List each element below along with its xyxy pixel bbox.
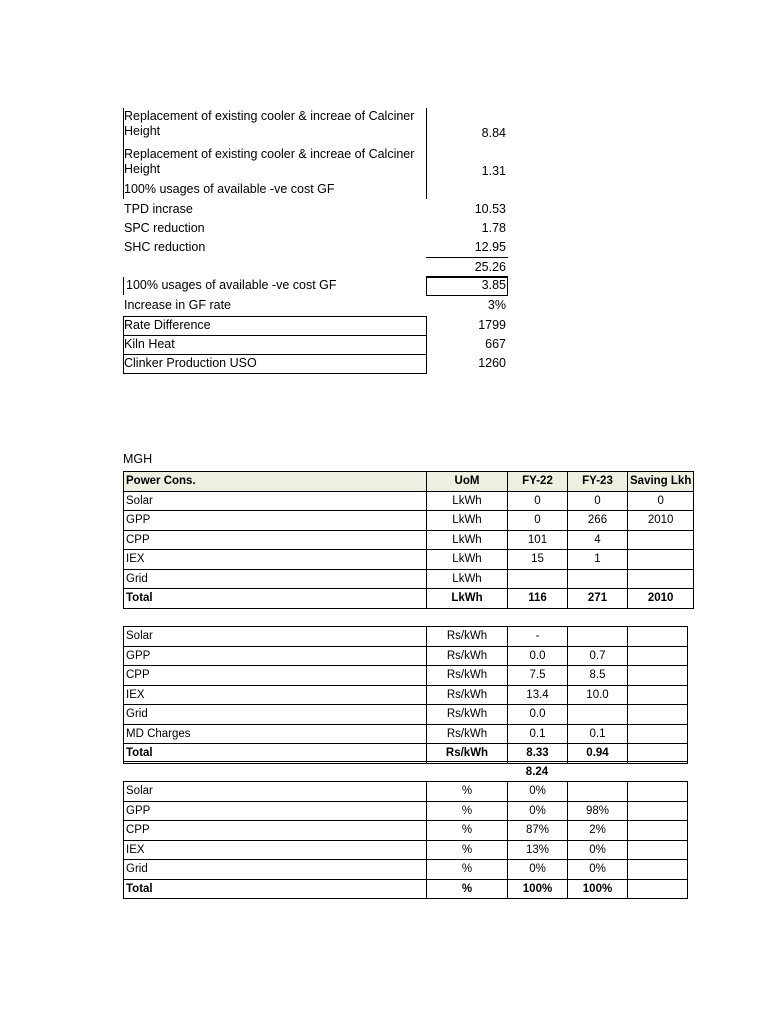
summary-value: 3% [487,298,506,312]
fy22-cell: 116 [508,589,568,609]
row-label: IEX [124,840,427,860]
fy22-cell: 87% [508,821,568,841]
summary-label: Increase in GF rate [124,298,231,312]
fy22-cell: 13% [508,840,568,860]
fy22-cell: 0% [508,860,568,880]
uom-cell: % [427,840,508,860]
uom-cell: Rs/kWh [427,685,508,705]
summary-value: 667 [485,337,506,351]
uom-cell: LkWh [427,511,508,531]
fy22-cell: 0.0 [508,705,568,725]
summary-label: SPC reduction [124,221,205,235]
table-header-row [124,472,694,492]
fy23-cell [568,627,628,647]
uom-cell: Rs/kWh [427,627,508,647]
fy22-cell: 0% [508,801,568,821]
row-label: GPP [124,801,427,821]
fy23-cell: 0 [568,491,628,511]
uom-cell: Rs/kWh [427,705,508,725]
summary-label: Rate Difference [124,318,211,332]
fy23-cell [568,782,628,802]
summary-value: 3.85 [481,278,506,292]
fy23-cell: 0% [568,860,628,880]
summary-value: 1.78 [481,221,506,235]
saving-cell [628,821,688,841]
uom-cell: LkWh [427,530,508,550]
table-row [124,589,694,609]
uom-cell: Rs/kWh [427,646,508,666]
fy23-cell: 0% [568,840,628,860]
fy23-cell: 2% [568,821,628,841]
left-border-line [123,277,124,295]
row-label: CPP [124,530,427,550]
fy23-cell: 10.0 [568,685,628,705]
uom-cell: Rs/kWh [427,744,508,764]
fy22-cell: 15 [508,550,568,570]
table-row [124,724,688,744]
saving-cell [628,840,688,860]
summary-value: 12.95 [474,240,506,254]
fy22-cell: 7.5 [508,666,568,686]
column-header: UoM [427,472,508,492]
table-row [124,627,688,647]
table-row [124,782,688,802]
rate-table-underline [123,761,688,762]
saving-cell [628,860,688,880]
table-row [124,569,694,589]
table-row [124,840,688,860]
table-row [124,530,694,550]
summary-value: 8.84 [481,126,506,140]
fy23-cell: 0.1 [568,724,628,744]
row-label: GPP [124,511,427,531]
summary-sum-value: 25.26 [474,260,506,274]
row-divider [123,354,426,355]
row-label: IEX [124,550,427,570]
fy23-cell: 100% [568,879,628,899]
row-label: MD Charges [124,724,427,744]
summary-label: Kiln Heat [124,337,175,351]
uom-cell: LkWh [427,491,508,511]
fy23-cell: 266 [568,511,628,531]
row-label: Total [124,589,427,609]
fy23-cell: 271 [568,589,628,609]
fy23-cell: 0.94 [568,744,628,764]
row-label: Grid [124,569,427,589]
saving-cell [628,801,688,821]
rate-subtotal: 8.24 [525,766,549,778]
saving-cell: 0 [628,491,694,511]
row-label: Total [124,744,427,764]
row-divider [123,335,426,336]
row-label: Total [124,879,427,899]
summary-label: 100% usages of available -ve cost GF [126,278,337,292]
fy22-cell: 0% [508,782,568,802]
uom-cell: % [427,860,508,880]
row-label: CPP [124,666,427,686]
row-label: Solar [124,491,427,511]
power-rate-table [123,626,688,764]
fy23-cell: 4 [568,530,628,550]
table-row [124,879,688,899]
saving-cell [628,666,688,686]
fy22-cell [508,569,568,589]
table-row [124,491,694,511]
saving-cell [628,550,694,570]
fy23-cell: 8.5 [568,666,628,686]
saving-cell [628,627,688,647]
summary-label: Clinker Production USO [124,356,257,370]
section-title: MGH [123,452,153,466]
saving-cell [628,705,688,725]
table-row [124,685,688,705]
column-header: Power Cons. [124,472,427,492]
uom-cell: Rs/kWh [427,724,508,744]
saving-cell [628,685,688,705]
table-row [124,821,688,841]
fy22-cell: 0.0 [508,646,568,666]
summary-value: 1799 [478,318,506,332]
row-label: CPP [124,821,427,841]
saving-cell [628,782,688,802]
saving-cell [628,724,688,744]
fy22-cell: 0 [508,491,568,511]
sum-line [426,257,508,258]
saving-cell: 2010 [628,511,694,531]
uom-cell: LkWh [427,550,508,570]
saving-cell [628,530,694,550]
fy22-cell: 101 [508,530,568,550]
table-row [124,801,688,821]
saving-cell [628,879,688,899]
table-row [124,666,688,686]
row-label: GPP [124,646,427,666]
table-row [124,550,694,570]
fy23-cell [568,569,628,589]
fy22-cell: 100% [508,879,568,899]
fy23-cell: 0.7 [568,646,628,666]
summary-label: TPD incrase [124,202,193,216]
summary-label: SHC reduction [124,240,206,254]
fy23-cell: 1 [568,550,628,570]
uom-cell: % [427,782,508,802]
summary-value: 1.31 [481,164,506,178]
column-header: Saving Lkh [628,472,694,492]
summary-label: 100% usages of available -ve cost GF [124,182,335,196]
uom-cell: % [427,801,508,821]
uom-cell: Rs/kWh [427,666,508,686]
row-label: IEX [124,685,427,705]
power-consumption-table [123,471,694,609]
table-row [124,705,688,725]
table-row [124,511,694,531]
fy22-cell: 13.4 [508,685,568,705]
row-label: Grid [124,705,427,725]
uom-cell: LkWh [427,569,508,589]
fy23-cell: 98% [568,801,628,821]
fy22-cell: 0 [508,511,568,531]
summary-label: Replacement of existing cooler & increae of Calciner Height [124,109,415,138]
column-header: FY-23 [568,472,628,492]
fy23-cell [568,705,628,725]
table-row [124,646,688,666]
row-label: Solar [124,782,427,802]
fy22-cell: 0.1 [508,724,568,744]
uom-cell: LkWh [427,589,508,609]
table-row [124,860,688,880]
row-label: Solar [124,627,427,647]
power-share-table [123,781,688,899]
fy22-cell: - [508,627,568,647]
saving-cell [628,569,694,589]
summary-value: 1260 [478,356,506,370]
summary-label: Replacement of existing cooler & increae of Calciner Height [124,147,415,176]
summary-value: 10.53 [474,202,506,216]
saving-cell: 2010 [628,589,694,609]
uom-cell: % [427,879,508,899]
uom-cell: % [427,821,508,841]
saving-cell [628,646,688,666]
row-label: Grid [124,860,427,880]
right-border-line [426,108,427,199]
column-header: FY-22 [508,472,568,492]
fy22-cell: 8.33 [508,744,568,764]
